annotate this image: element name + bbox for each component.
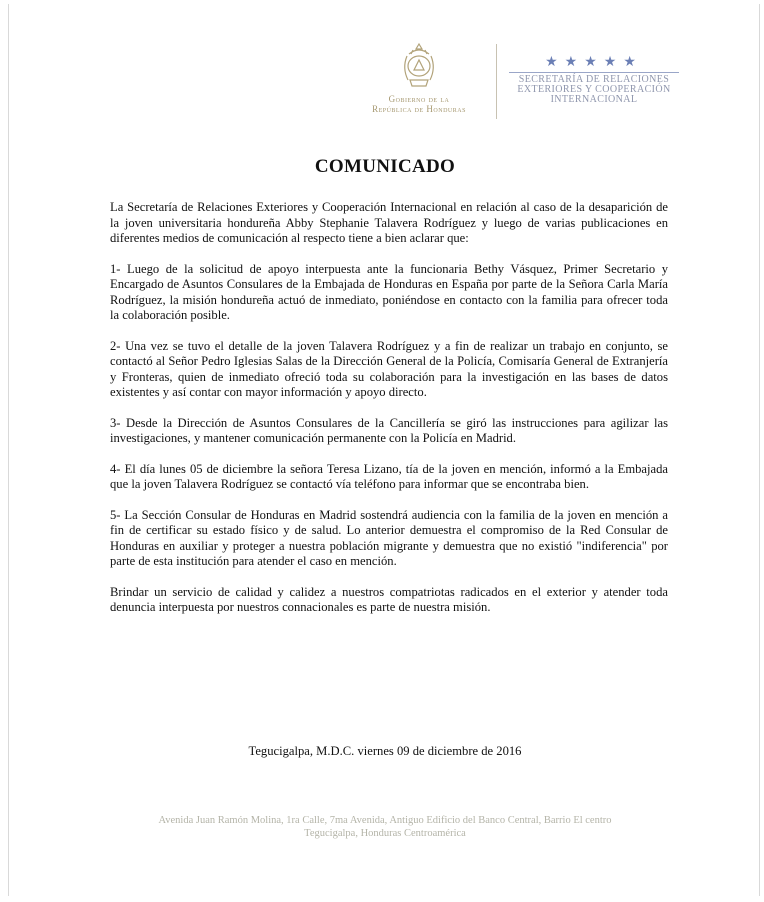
- date-line: Tegucigalpa, M.D.C. viernes 09 de diciembre de 2016: [248, 744, 522, 758]
- sre-name: SECRETARÍA DE RELACIONES EXTERIORES Y COOPERACIÓN INTERNACIONAL: [517, 74, 671, 105]
- document-body: [110, 200, 668, 631]
- header-divider: [496, 44, 497, 119]
- closing-paragraph: Brindar un servicio de calidad y calidez a nuestros compatriotas radicados en el exterior y atender toda denuncia interpuesta por nuestros connacionales es parte de nuestra misión.: [110, 584, 668, 614]
- point-3-paragraph: 3- Desde la Dirección de Asuntos Consulares de la Cancillería se giró las instrucciones para agilizar las investigaciones, y mantener comunicación permanente con la Policía en Madrid.: [110, 415, 668, 445]
- coat-of-arms-icon: [399, 40, 439, 92]
- document-page: [8, 4, 760, 896]
- intro-paragraph: La Secretaría de Relaciones Exteriores y Cooperación Internacional en relación al caso de la desaparición de la joven universitaria hondureña Abby Stephanie Talavera Rodríguez y luego de varias publicaciones en diferentes medios de comunicación al respecto tiene a bien aclarar que:: [110, 200, 668, 245]
- footer-address: Avenida Juan Ramón Molina, 1ra Calle, 7ma Avenida, Antiguo Edificio del Banco Central, Barrio El centro Tegucigalpa, Honduras Centroamérica: [158, 815, 612, 839]
- point-1-paragraph: 1- Luego de la solicitud de apoyo interpuesta ante la funcionaria Bethy Vásquez, Primer Secretario y Encargado de Asuntos Consulares de la Embajada de Honduras en España por parte de la Señora Carla María Rodríguez, la misión hondureña actuó de inmediato, poniéndose en contacto con la familia para ofrecer toda la colaboración posible.: [110, 261, 668, 322]
- sre-rule: [509, 72, 679, 73]
- document-title: COMUNICADO: [314, 156, 456, 177]
- sre-logo: [504, 54, 684, 105]
- government-name: Gobierno de la República de Honduras: [372, 94, 466, 114]
- point-5-paragraph: 5- La Sección Consular de Honduras en Madrid sostendrá audiencia con la familia de la joven en mención a fin de certificar su estado físico y de salud. Lo anterior demuestra el compromiso de la Red Consular de Honduras en auxiliar y proteger a nuestra población migrante y demuestra que no existió "indiferencia" por parte de esta institución para atender el caso en mención.: [110, 507, 668, 568]
- point-2-paragraph: 2- Una vez se tuvo el detalle de la joven Talavera Rodríguez y a fin de realizar un trabajo en conjunto, se contactó al Señor Pedro Iglesias Salas de la Dirección General de la Policía, Comisaría General de Extranjería y Fronteras, quien de inmediato ofreció toda su colaboración para la investigación en las bases de datos existentes y así contar con mayor información y apoyo directo.: [110, 338, 668, 399]
- point-4-paragraph: 4- El día lunes 05 de diciembre la señora Teresa Lizano, tía de la joven en mención, informó a la Embajada que la joven Talavera Rodríguez se contactó vía teléfono para informar que se encontraba bien.: [110, 461, 668, 491]
- government-logo: [349, 40, 489, 114]
- five-stars-icon: ★★★★★: [545, 55, 643, 70]
